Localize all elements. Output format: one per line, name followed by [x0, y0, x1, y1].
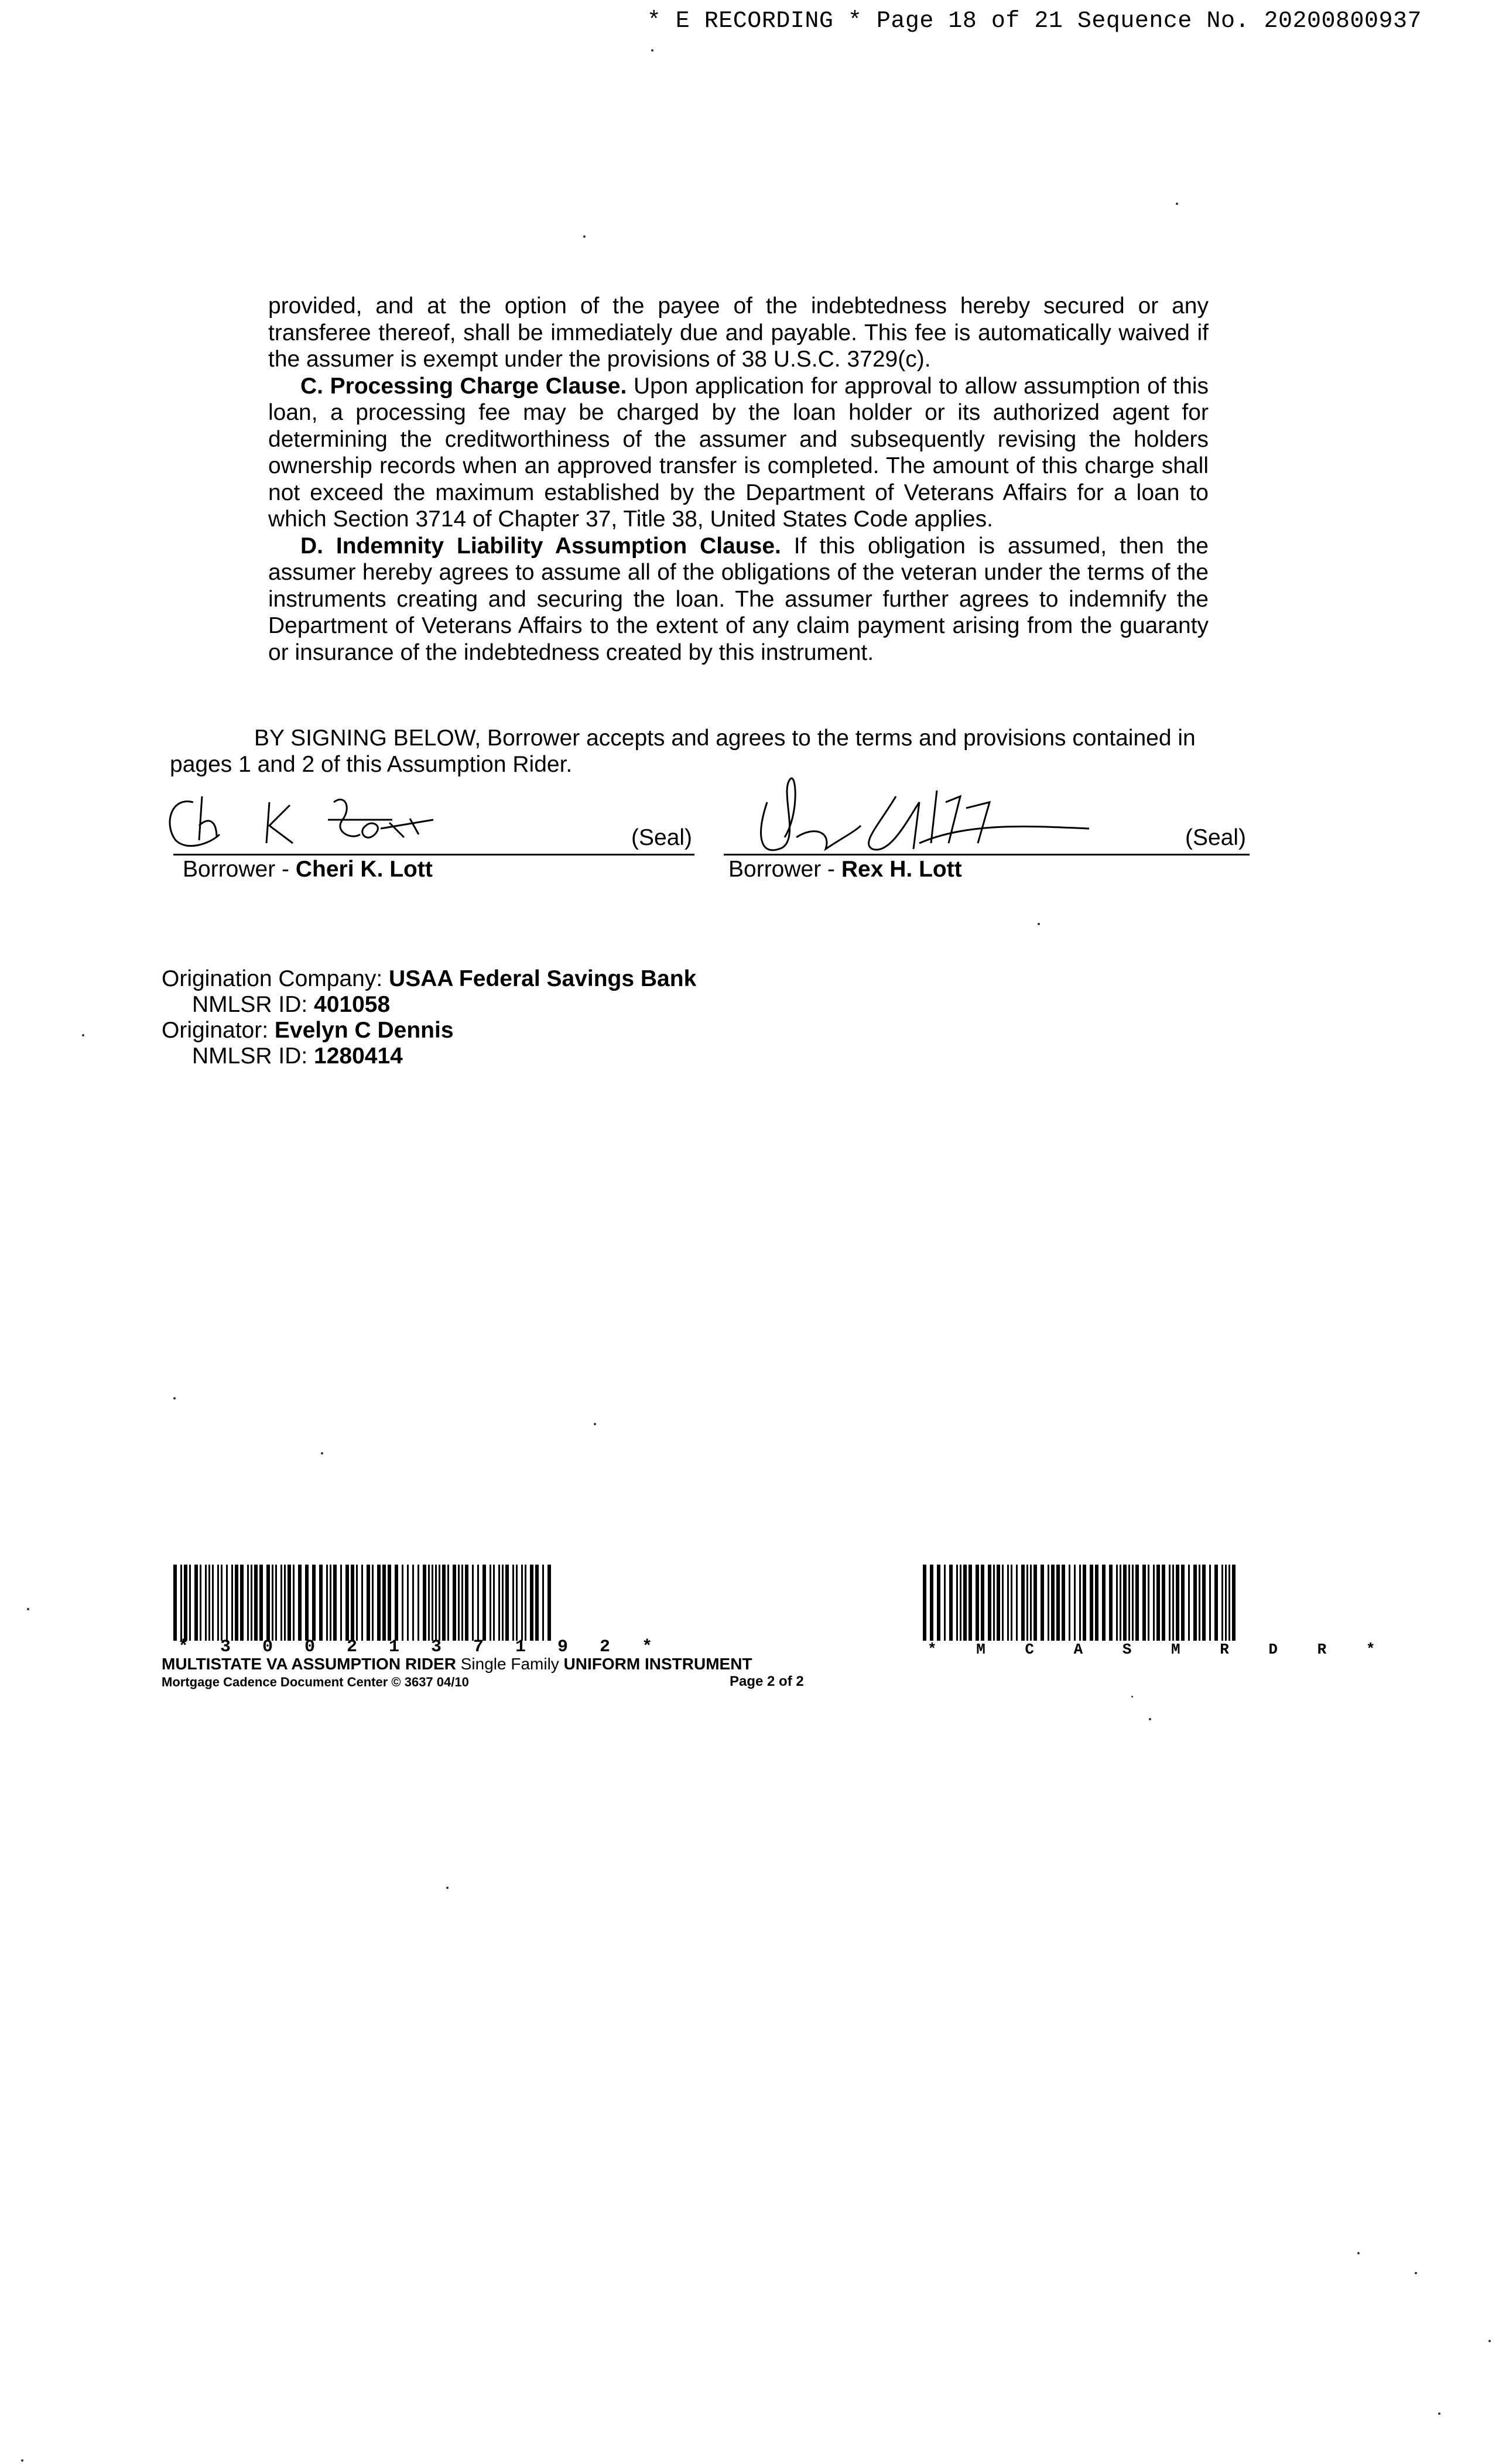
borrower1-label [183, 856, 433, 882]
scan-speck [21, 2459, 23, 2462]
originator-nmlsr-label: NMLSR ID: [192, 1043, 314, 1069]
processing-charge-heading: C. Processing Charge Clause. [300, 373, 627, 399]
company-nmlsr [192, 992, 390, 1018]
borrower2-label [728, 856, 962, 882]
borrower2-signature-line [724, 854, 1250, 855]
scan-speck [1438, 2412, 1440, 2415]
scan-speck [583, 235, 586, 238]
scan-speck [651, 49, 653, 52]
processing-charge-clause [268, 373, 1209, 533]
scan-speck [82, 1034, 84, 1036]
borrower2-seal: (Seal) [1185, 825, 1247, 850]
signing-statement-line1: BY SIGNING BELOW, Borrower accepts and agrees to the terms and provisions contained in [254, 725, 1196, 751]
barcode-left-bars [173, 1565, 552, 1641]
signing-statement-line2: pages 1 and 2 of this Assumption Rider. [170, 752, 573, 777]
processing-charge-text: Upon application for approval to allow assumption of this loan, a processing fee may be charged by the loan holder or its authorized agent for determining the creditworthiness of the assumer and subsequently revising the holders ownership records when an approved transfer is completed. The amount of this charge shall not exceed the maximum established by the Department of Veterans Affairs for a loan to which Section 3714 of Chapter 37, Title 38, United States Code applies. [268, 373, 1209, 532]
borrower2-signature [744, 767, 1107, 867]
borrower1-signature-line [173, 854, 694, 855]
scan-speck [1488, 2340, 1491, 2342]
form-title-normal: Single Family [456, 1655, 564, 1673]
form-title-bold2: UNIFORM INSTRUMENT [563, 1655, 752, 1673]
origination-company-label: Origination Company: [162, 966, 389, 991]
scan-speck [594, 1423, 596, 1425]
origination-company-name: USAA Federal Savings Bank [389, 966, 697, 991]
company-nmlsr-label: NMLSR ID: [192, 992, 314, 1017]
originator [162, 1018, 454, 1043]
barcode-right-text: * M C A S M R D R * [928, 1641, 1391, 1658]
barcode-right-bars [923, 1565, 1238, 1641]
scan-speck [1131, 1696, 1133, 1698]
form-title-bold1: MULTISTATE VA ASSUMPTION RIDER [162, 1655, 456, 1673]
company-nmlsr-id: 401058 [314, 992, 391, 1017]
scan-speck [321, 1452, 323, 1455]
continuation-paragraph: provided, and at the option of the payee of the indebtedness hereby secured or any transferee thereof, shall be immediately due and payable. This fee is automatically waived if the assumer is exempt under the provisions of 38 U.S.C. 3729(c). [268, 293, 1209, 372]
scan-speck [27, 1608, 29, 1610]
scan-speck [1357, 2252, 1360, 2254]
recording-header: * E RECORDING * Page 18 of 21 Sequence No. 20200800937 [646, 8, 1422, 35]
barcode-left-text: * 3 0 0 2 1 3 7 1 9 2 * [178, 1637, 663, 1657]
originator-name: Evelyn C Dennis [274, 1018, 454, 1043]
page-label: Page 2 of 2 [730, 1674, 804, 1689]
originator-nmlsr [192, 1043, 403, 1069]
indemnity-text: If this obligation is assumed, then the assumer hereby agrees to assume all of the obligations of the veteran under the terms of the instruments creating and securing the loan. The assumer further agrees to indemnify the Department of Veterans Affairs to the extent of any claim payment arising from the guaranty or insurance of the indebtedness created by this instrument. [268, 533, 1209, 665]
scan-speck [1149, 1718, 1151, 1720]
scan-speck [1176, 203, 1178, 205]
scan-speck [446, 1887, 449, 1889]
borrower1-prefix: Borrower - [183, 857, 296, 882]
indemnity-heading: D. Indemnity Liability Assumption Clause. [300, 533, 781, 559]
borrower1-signature [158, 785, 486, 855]
scan-speck [1415, 2272, 1417, 2274]
borrower2-name: Rex H. Lott [841, 857, 962, 882]
scan-speck [1038, 923, 1040, 925]
clause-text [268, 293, 1209, 666]
originator-label: Originator: [162, 1018, 275, 1043]
borrower1-seal: (Seal) [631, 825, 693, 850]
originator-nmlsr-id: 1280414 [314, 1043, 403, 1069]
indemnity-clause [268, 533, 1209, 666]
borrower2-prefix: Borrower - [728, 857, 841, 882]
scan-speck [173, 1397, 176, 1399]
borrower1-name: Cheri K. Lott [295, 857, 433, 882]
form-title [162, 1655, 752, 1674]
publisher-line: Mortgage Cadence Document Center © 3637 04/10 [162, 1675, 469, 1689]
origination-company [162, 966, 696, 992]
